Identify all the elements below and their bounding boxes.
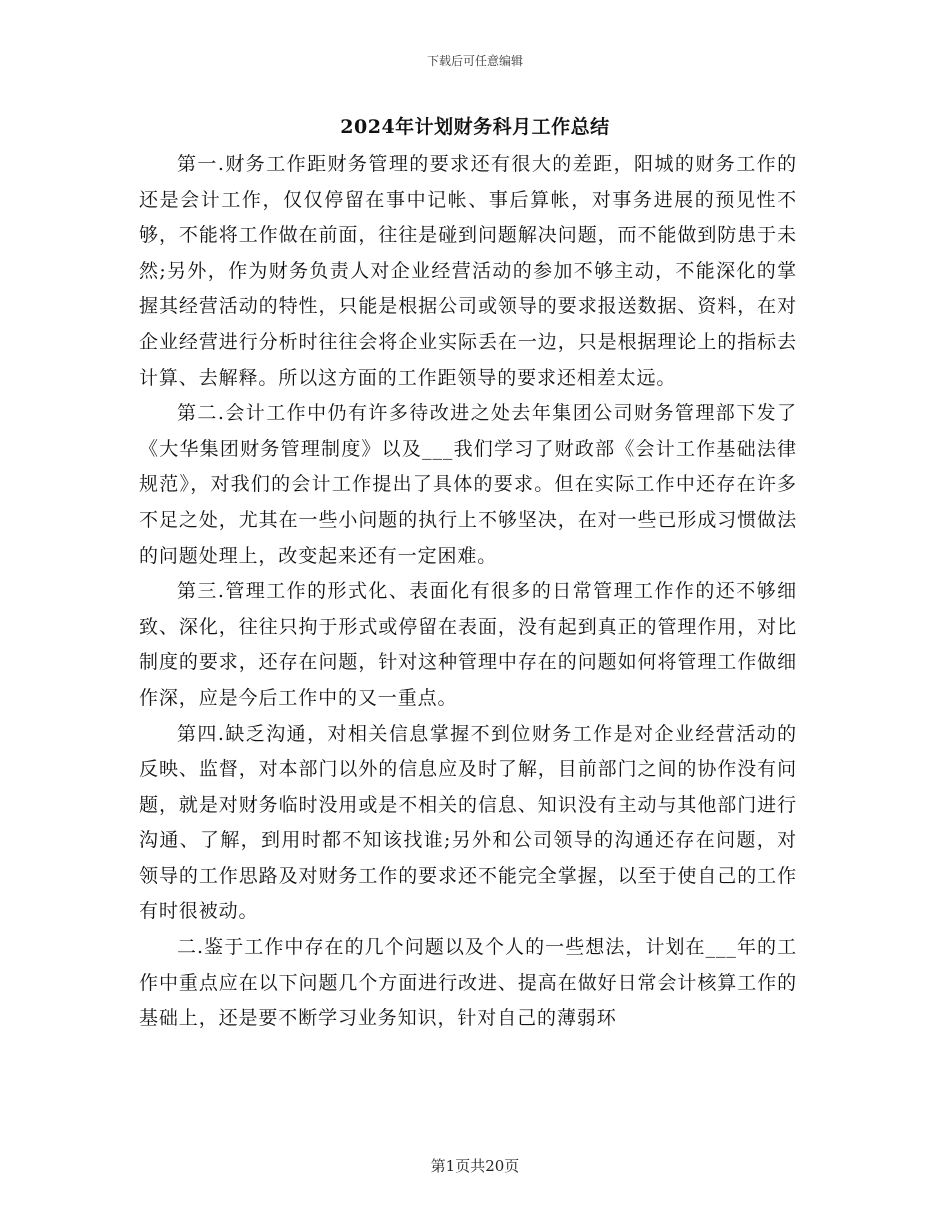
paragraph-3: 第三.管理工作的形式化、表面化有很多的日常管理工作作的还不够细致、深化，往往只拘于形式或停留在表面，没有起到真正的管理作用，对比制度的要求，还存在问题，针对这种管理中存在的问题如何将管理工作做细作深，应是今后工作中的又一重点。 (139, 580, 797, 709)
paragraph-4: 第四.缺乏沟通，对相关信息掌握不到位财务工作是对企业经营活动的反映、监督，对本部门以外的信息应及时了解，目前部门之间的协作没有问题，就是对财务临时没用或是不相关的信息、知识没有主动与其他部门进行沟通、了解，到用时都不知该找谁;另外和公司领导的沟通还存在问题，对领导的工作思路及对财务工作的要求还不能完全掌握，以至于使自己的工作有时很被动。 (139, 722, 797, 923)
paragraph-5: 二.鉴于工作中存在的几个问题以及个人的一些想法，计划在___年的工作中重点应在以下问题几个方面进行改进、提高在做好日常会计核算工作的基础上，还是要不断学习业务知识，针对自己的薄弱环 (139, 936, 797, 1030)
paragraph-2: 第二.会计工作中仍有许多待改进之处去年集团公司财务管理部下发了《大华集团财务管理制度》以及___我们学习了财政部《会计工作基础法律规范》，对我们的会计工作提出了具体的要求。但在实际工作中还存在许多不足之处，尤其在一些小问题的执行上不够坚决，在对一些已形成习惯做法的问题处理上，改变起来还有一定困难。 (139, 402, 797, 567)
page-number: 第1页共20页 (430, 1157, 520, 1175)
document-title: 2024年计划财务科月工作总结 (340, 116, 610, 138)
header-note: 下载后可任意编辑 (426, 54, 523, 68)
document-body (139, 147, 797, 1037)
paragraph-1: 第一.财务工作距财务管理的要求还有很大的差距，阳城的财务工作的还是会计工作，仅仅停留在事中记帐、事后算帐，对事务进展的预见性不够，不能将工作做在前面，往往是碰到问题解决问题，而不能做到防患于未然;另外，作为财务负责人对企业经营活动的参加不够主动，不能深化的掌握其经营活动的特性，只能是根据公司或领导的要求报送数据、资料，在对企业经营进行分析时往往会将企业实际丢在一边，只是根据理论上的指标去计算、去解释。所以这方面的工作距领导的要求还相差太远。 (139, 153, 797, 389)
